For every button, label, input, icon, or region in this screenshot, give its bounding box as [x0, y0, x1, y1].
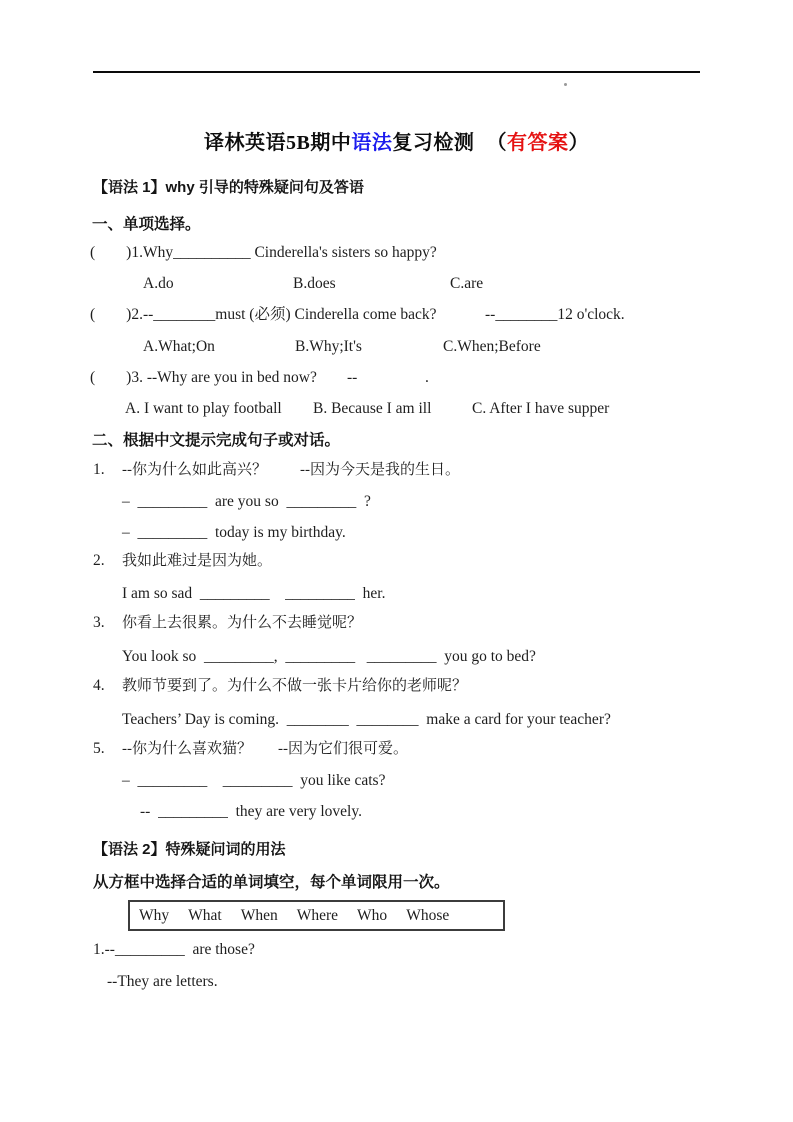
item1-chinese-a: --因为今天是我的生日。 — [300, 462, 460, 478]
word-bank-word: What — [188, 906, 222, 924]
q2-option-a: A.What;On — [143, 338, 215, 355]
title-part: 译林英语 — [204, 132, 287, 154]
q1-option-a: A.do — [143, 275, 174, 292]
title-part-5b: 5B — [286, 132, 311, 154]
item3-english: You look so _________, _________ _________ you go to bed? — [122, 648, 536, 665]
word-bank-word: Where — [296, 906, 339, 924]
fill1-question: 1.--_________ are those? — [93, 941, 255, 958]
item3-chinese: 你看上去很累。为什么不去睡觉呢？ — [122, 615, 363, 631]
section2-heading: 二、根据中文提示完成句子或对话。 — [92, 432, 341, 449]
word-bank-word: Why — [139, 906, 170, 924]
title-part-grammar: 语法 — [351, 132, 393, 154]
item1-english-a: – _________ today is my birthday. — [122, 524, 346, 541]
item1-number: 1. — [93, 461, 105, 478]
item2-number: 2. — [93, 552, 105, 569]
item5-english-q: – _________ _________ you like cats? — [122, 772, 386, 789]
grammar1-heading: 【语法 1】why 引导的特殊疑问句及答语 — [93, 179, 364, 196]
grammar2-heading: 【语法 2】特殊疑问词的用法 — [93, 841, 286, 858]
q3-line: ( )3. --Why are you in bed now? — [90, 369, 317, 386]
q3-option-c: C. After I have supper — [472, 400, 610, 417]
q2-line-part2: --________12 o'clock. — [485, 306, 625, 323]
item2-english: I am so sad _________ _________ her. — [122, 585, 386, 602]
title-paren-open: （ — [486, 132, 507, 154]
page-title — [0, 126, 793, 155]
fill1-answer: --They are letters. — [107, 973, 218, 990]
word-bank-word: When — [240, 906, 278, 924]
item4-number: 4. — [93, 677, 105, 694]
word-bank-word: Whose — [406, 906, 450, 924]
q3-dash: -- — [347, 369, 358, 386]
section1-heading: 一、单项选择。 — [92, 216, 201, 233]
item3-number: 3. — [93, 614, 105, 631]
q2-option-b: B.Why;It's — [295, 338, 362, 355]
top-divider-line — [93, 71, 700, 73]
q1-option-b: B.does — [293, 275, 336, 292]
title-part: 期中 — [310, 132, 352, 154]
item5-chinese-a: --因为它们很可爱。 — [278, 741, 408, 757]
word-bank-box — [128, 900, 505, 931]
item5-chinese-q: --你为什么喜欢猫？ — [122, 741, 252, 757]
q1-option-c: C.are — [450, 275, 484, 292]
q3-option-a: A. I want to play football — [125, 400, 282, 417]
title-part-answers: 有答案 — [506, 132, 569, 154]
item4-english: Teachers’ Day is coming. ________ ________ make a card for your teacher? — [122, 711, 611, 728]
item5-english-a: -- _________ they are very lovely. — [140, 803, 362, 820]
q3-option-b: B. Because I am ill — [313, 400, 432, 417]
word-bank-word: Who — [357, 906, 388, 924]
item5-number: 5. — [93, 740, 105, 757]
scan-speck — [564, 83, 567, 86]
q2-line-part1: ( )2.--________must (必须) Cinderella come back? — [90, 306, 437, 323]
q3-period: . — [425, 369, 429, 386]
item4-chinese: 教师节要到了。为什么不做一张卡片给你的老师呢？ — [122, 678, 468, 694]
title-spacer — [474, 132, 486, 154]
grammar2-instruction: 从方框中选择合适的单词填空，每个单词限用一次。 — [93, 874, 450, 891]
title-paren-close: ） — [568, 132, 589, 154]
item1-english-q: – _________ are you so _________ ? — [122, 493, 371, 510]
q1-line: ( )1.Why__________ Cinderella's sisters so happy? — [90, 244, 437, 261]
item1-chinese-q: --你为什么如此高兴？ — [122, 462, 267, 478]
title-part: 复习检测 — [392, 132, 475, 154]
q2-option-c: C.When;Before — [443, 338, 541, 355]
item2-chinese: 我如此难过是因为她。 — [122, 553, 273, 569]
